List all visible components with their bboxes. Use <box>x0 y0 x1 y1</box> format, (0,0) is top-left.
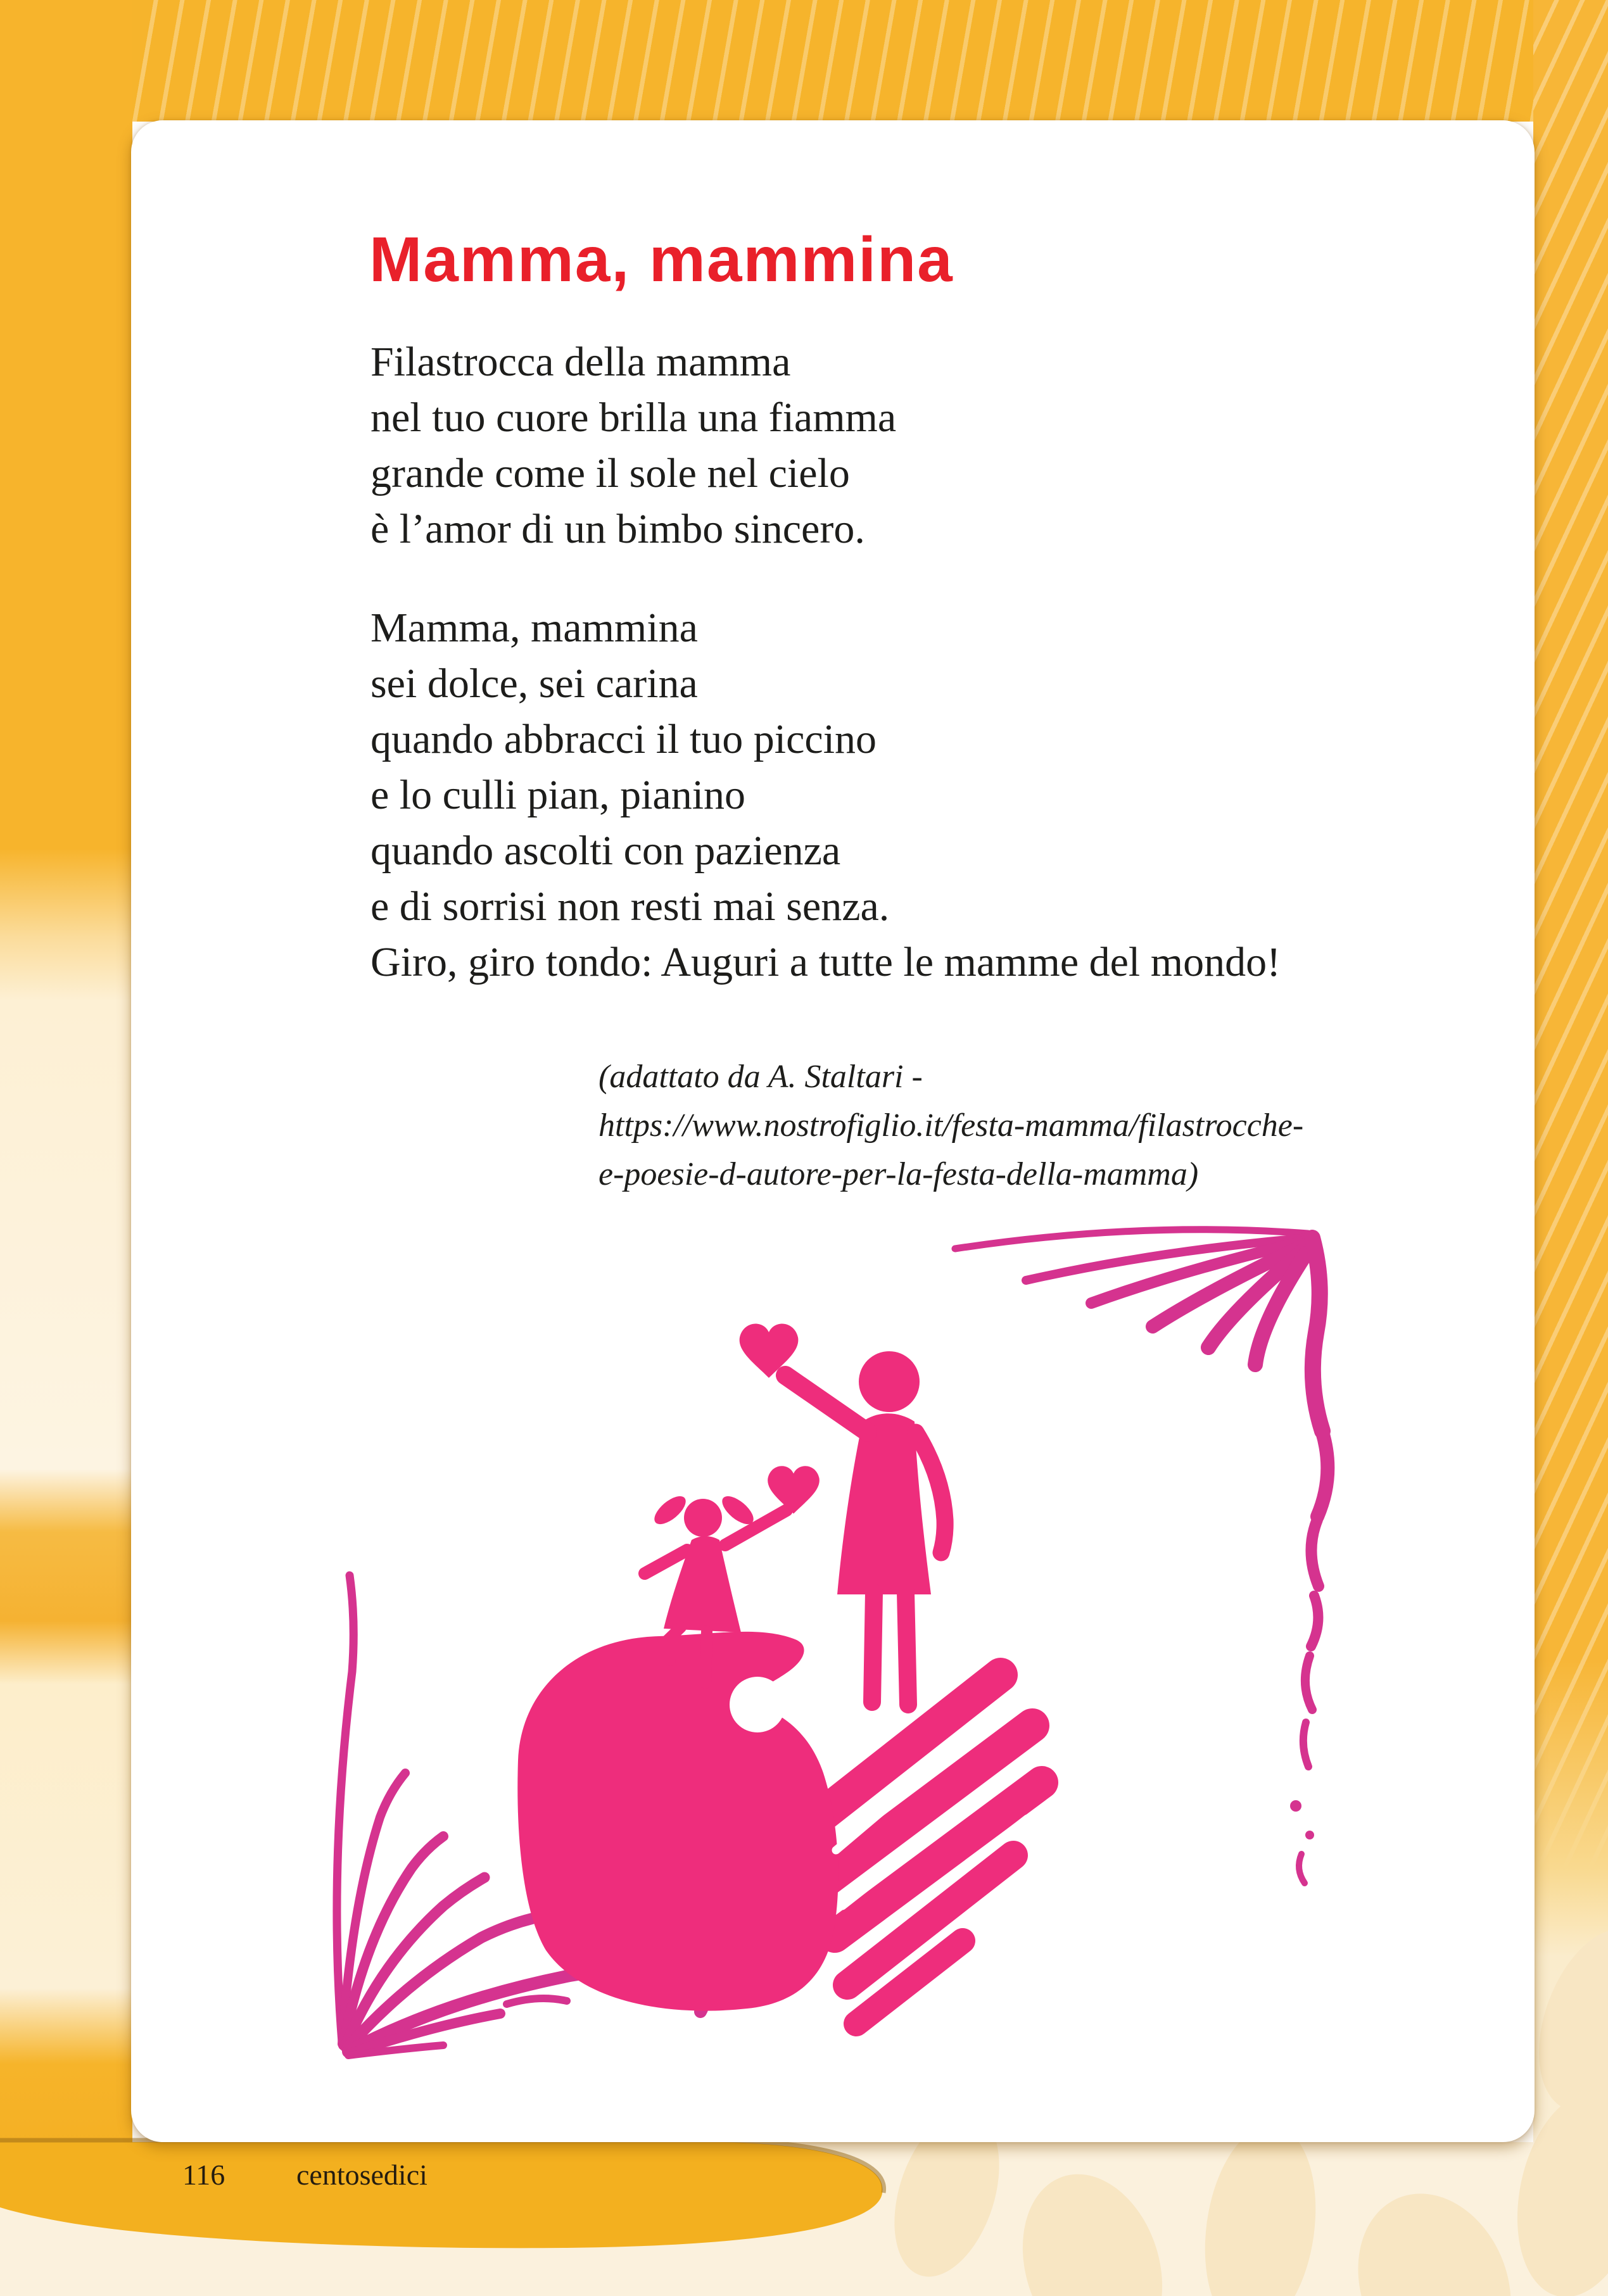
attribution-line: e-poesie-d-autore-per-la-festa-della-mamma) <box>598 1156 1199 1192</box>
poem-line: è l’amor di un bimbo sincero. <box>370 506 865 552</box>
open-hand-icon <box>517 1632 1042 2024</box>
page-title: Mamma, mammina <box>369 224 954 295</box>
page-number: 116 <box>182 2159 225 2191</box>
attribution-line: https://www.nostrofiglio.it/festa-mamma/filastrocche- <box>598 1107 1304 1144</box>
poem-line: e lo culli pian, pianino <box>370 772 746 818</box>
poem-stanza-1 <box>370 334 896 557</box>
background-left-band <box>0 0 132 2296</box>
heart-icon <box>768 1466 820 1513</box>
attribution-line: (adattato da A. Staltari - <box>598 1059 923 1095</box>
poem-line: Mamma, mammina <box>370 605 698 651</box>
poem-line: sei dolce, sei carina <box>370 660 698 707</box>
thumb-notch <box>730 1677 785 1732</box>
poem-line: quando abbracci il tuo piccino <box>370 716 877 762</box>
content-card <box>131 120 1535 2142</box>
mother-figure <box>785 1351 945 1705</box>
poem-line: Giro, giro tondo: Auguri a tutte le mamme del mondo! <box>370 939 1281 985</box>
page-number-word: centosedici <box>296 2159 427 2191</box>
mother-child-hand-illustration <box>272 1171 1438 2109</box>
poem-stanza-2 <box>370 600 1281 990</box>
background-top-band <box>0 0 1608 122</box>
poem-line: grande come il sole nel cielo <box>370 450 850 496</box>
poem-line: e di sorrisi non resti mai senza. <box>370 883 890 930</box>
poem-line: quando ascolti con pazienza <box>370 828 841 874</box>
poem-line: Filastrocca della mamma <box>370 339 791 385</box>
poem-line: nel tuo cuore brilla una fiamma <box>370 394 897 441</box>
